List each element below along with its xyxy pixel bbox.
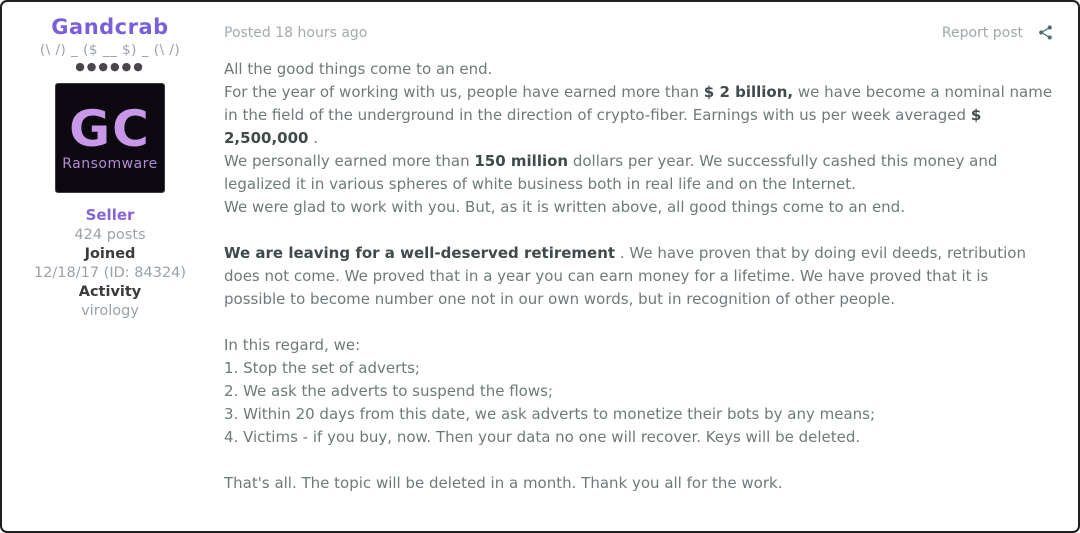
author-username[interactable]: Gandcrab: [51, 15, 169, 39]
post-paragraph: For the year of working with us, people have earned more than $ 2 billion, we have become a nominal name in the field of the underground in the direction of crypto-fiber. Earnings with us per week averaged $ 2,500,000 .: [224, 83, 1053, 147]
post-paragraph: We personally earned more than 150 million dollars per year. We successfully cashed this money and legalized it in various spheres of white business both in real life and on the Internet.: [224, 152, 998, 193]
reputation-dots: ●●●●●●: [75, 60, 145, 73]
post-paragraph: 1. Stop the set of adverts;: [224, 359, 420, 377]
post-paragraph: All the good things come to an end.: [224, 60, 493, 78]
author-sidebar: [2, 2, 218, 531]
avatar-gc-logo: GC: [69, 100, 151, 158]
author-posts-count: 424 posts: [74, 227, 146, 243]
post-body: [224, 58, 1054, 495]
activity-label: Activity: [78, 284, 142, 300]
post-header: [224, 24, 1054, 41]
joined-label: Joined: [84, 246, 136, 262]
post-paragraph: 4. Victims - if you buy, now. Then your data no one will recover. Keys will be deleted.: [224, 428, 861, 446]
paragraph-spacer: [224, 219, 1054, 242]
author-role-badge: Seller: [85, 206, 135, 224]
post-paragraph: 3. Within 20 days from this date, we ask adverts to monetize their bots by any means;: [224, 405, 876, 423]
post-content-area: [218, 2, 1078, 531]
report-post-button[interactable]: Report post: [941, 24, 1023, 41]
paragraph-spacer: [224, 311, 1054, 334]
post-paragraph: That's all. The topic will be deleted in a month. Thank you all for the work.: [224, 474, 783, 492]
post-paragraph: We were glad to work with you. But, as it is written above, all good things come to an end.: [224, 198, 905, 216]
joined-value: 12/18/17 (ID: 84324): [33, 265, 187, 281]
activity-value: virology: [81, 303, 139, 319]
author-ascii-signature: (\ /) _ ($ __ $) _ (\ /): [39, 42, 181, 58]
post-paragraph: We are leaving for a well-deserved retirement . We have proven that by doing evil deeds, retribution does not come. We proved that in a year you can earn money for a lifetime. We have proved that it is possible to become number one not in our own words, but in recognition of other people.: [224, 244, 1026, 308]
post-paragraph: 2. We ask the adverts to suspend the flows;: [224, 382, 553, 400]
avatar-caption: Ransomware: [62, 156, 158, 172]
author-avatar[interactable]: [55, 83, 165, 193]
post-header-actions: [942, 24, 1054, 41]
post-paragraph: In this regard, we:: [224, 336, 361, 354]
share-icon[interactable]: [1037, 24, 1054, 41]
paragraph-spacer: [224, 449, 1054, 472]
post-timestamp: Posted 18 hours ago: [224, 24, 368, 41]
